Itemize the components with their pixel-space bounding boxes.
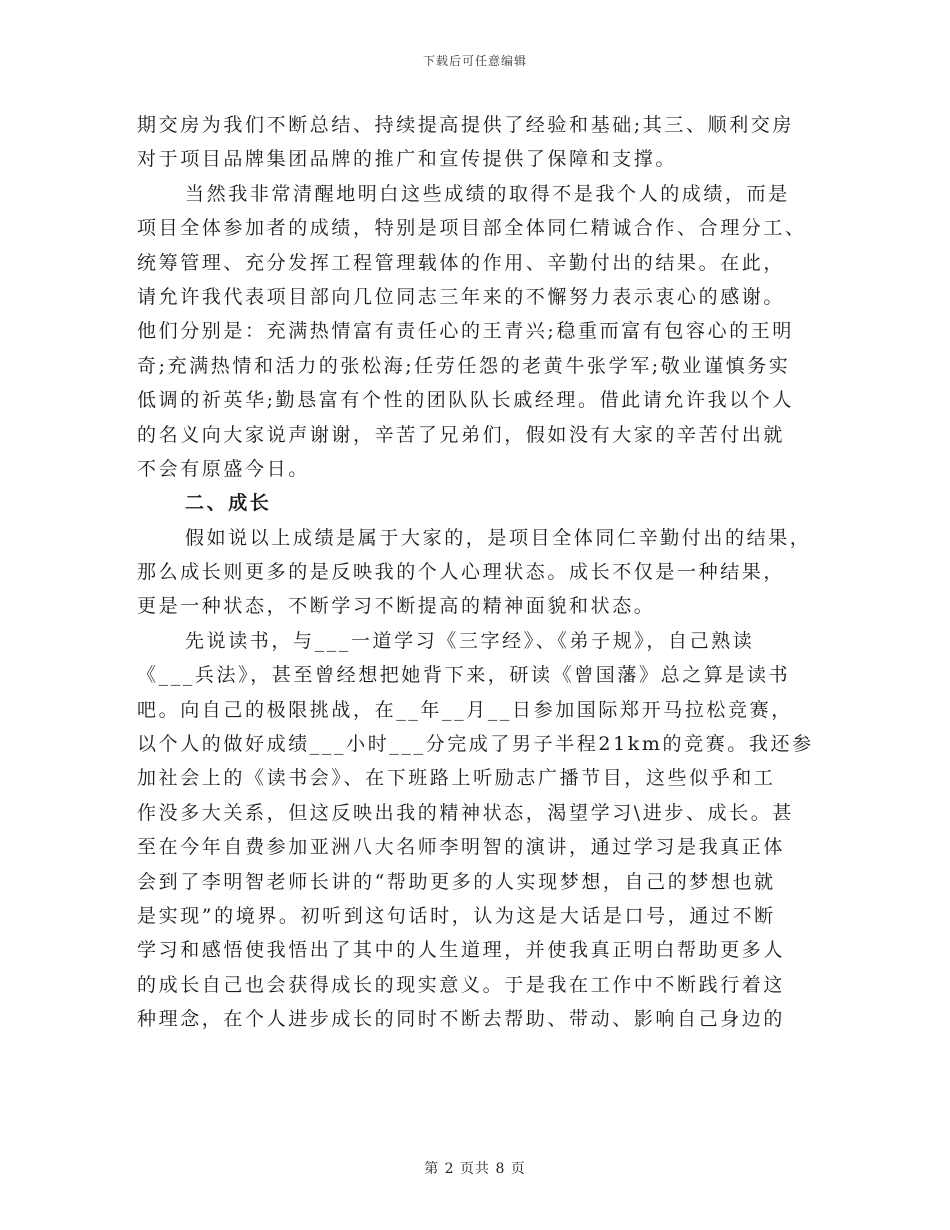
section-heading: 二、成长 <box>185 492 272 515</box>
body-line: 学习和感悟使我悟出了其中的人生道理，并使我真正明白帮助更多人 <box>137 939 786 962</box>
body-line: 那么成长则更多的是反映我的个人心理状态。成长不仅是一种结果， <box>137 561 786 584</box>
body-line: 《___兵法》，甚至曾经想把她背下来，研读《曾国藩》总之算是读书 <box>137 664 791 687</box>
body-line: 加社会上的《读书会》、在下班路上听励志广播节目，这些似乎和工 <box>137 767 776 790</box>
body-line: 至在今年自费参加亚洲八大名师李明智的演讲，通过学习是我真正体 <box>137 836 786 859</box>
body-line: 的成长自己也会获得成长的现实意义。于是我在工作中不断践行着这 <box>137 973 786 996</box>
paragraph-start-line: 当然我非常清醒地明白这些成绩的取得不是我个人的成绩，而是 <box>185 182 790 205</box>
paragraph-start-line: 假如说以上成绩是属于大家的，是项目全体同仁辛勤付出的结果， <box>185 526 812 549</box>
body-line: 低调的祈英华;勤恳富有个性的团队队长戚经理。借此请允许我以个人 <box>137 389 795 412</box>
body-line: 对于项目品牌集团品牌的推广和宣传提供了保障和支撑。 <box>137 148 678 171</box>
body-line: 期交房为我们不断总结、持续提高提供了经验和基础;其三、顺利交房 <box>137 114 795 136</box>
body-line: 作没多大关系，但这反映出我的精神状态，渴望学习\进步、成长。甚 <box>137 801 795 824</box>
document-body <box>137 108 814 1037</box>
body-line: 统筹管理、充分发挥工程管理载体的作用、辛勤付出的结果。在此， <box>137 251 786 274</box>
page-header-note: 下载后可任意编辑 <box>422 54 527 68</box>
body-line: 的名义向大家说声谢谢，辛苦了兄弟们，假如没有大家的辛苦付出就 <box>137 423 786 446</box>
body-line: 会到了李明智老师长讲的“帮助更多的人实现梦想，自己的梦想也就 <box>137 870 776 893</box>
body-line: 项目全体参加者的成绩，特别是项目部全体同仁精诚合作、合理分工、 <box>137 217 807 240</box>
body-line: 请允许我代表项目部向几位同志三年来的不懈努力表示衷心的感谢。 <box>137 285 786 308</box>
body-line: 吧。向自己的极限挑战，在__年__月__日参加国际郑开马拉松竞赛， <box>137 698 793 721</box>
body-line: 以个人的做好成绩___小时___分完成了男子半程21km的竞赛。我还参 <box>137 733 814 756</box>
body-line: 是实现”的境界。初听到这句话时，认为这是大话是口号，通过不断 <box>137 904 776 927</box>
page-number: 第 2 页共 8 页 <box>424 1161 526 1177</box>
body-line: 奇;充满热情和活力的张松海;任劳任怨的老黄牛张学军;敬业谨慎务实 <box>137 354 791 377</box>
body-line: 不会有原盛今日。 <box>137 457 310 480</box>
paragraph-start-line: 先说读书，与___一道学习《三字经》、《弟子规》，自己熟读 <box>185 629 755 652</box>
body-line: 种理念，在个人进步成长的同时不断去帮助、带动、影响自己身边的 <box>137 1008 786 1031</box>
body-line: 更是一种状态，不断学习不断提高的精神面貌和状态。 <box>137 595 656 618</box>
body-line: 他们分别是：充满热情富有责任心的王青兴;稳重而富有包容心的王明 <box>137 320 795 343</box>
